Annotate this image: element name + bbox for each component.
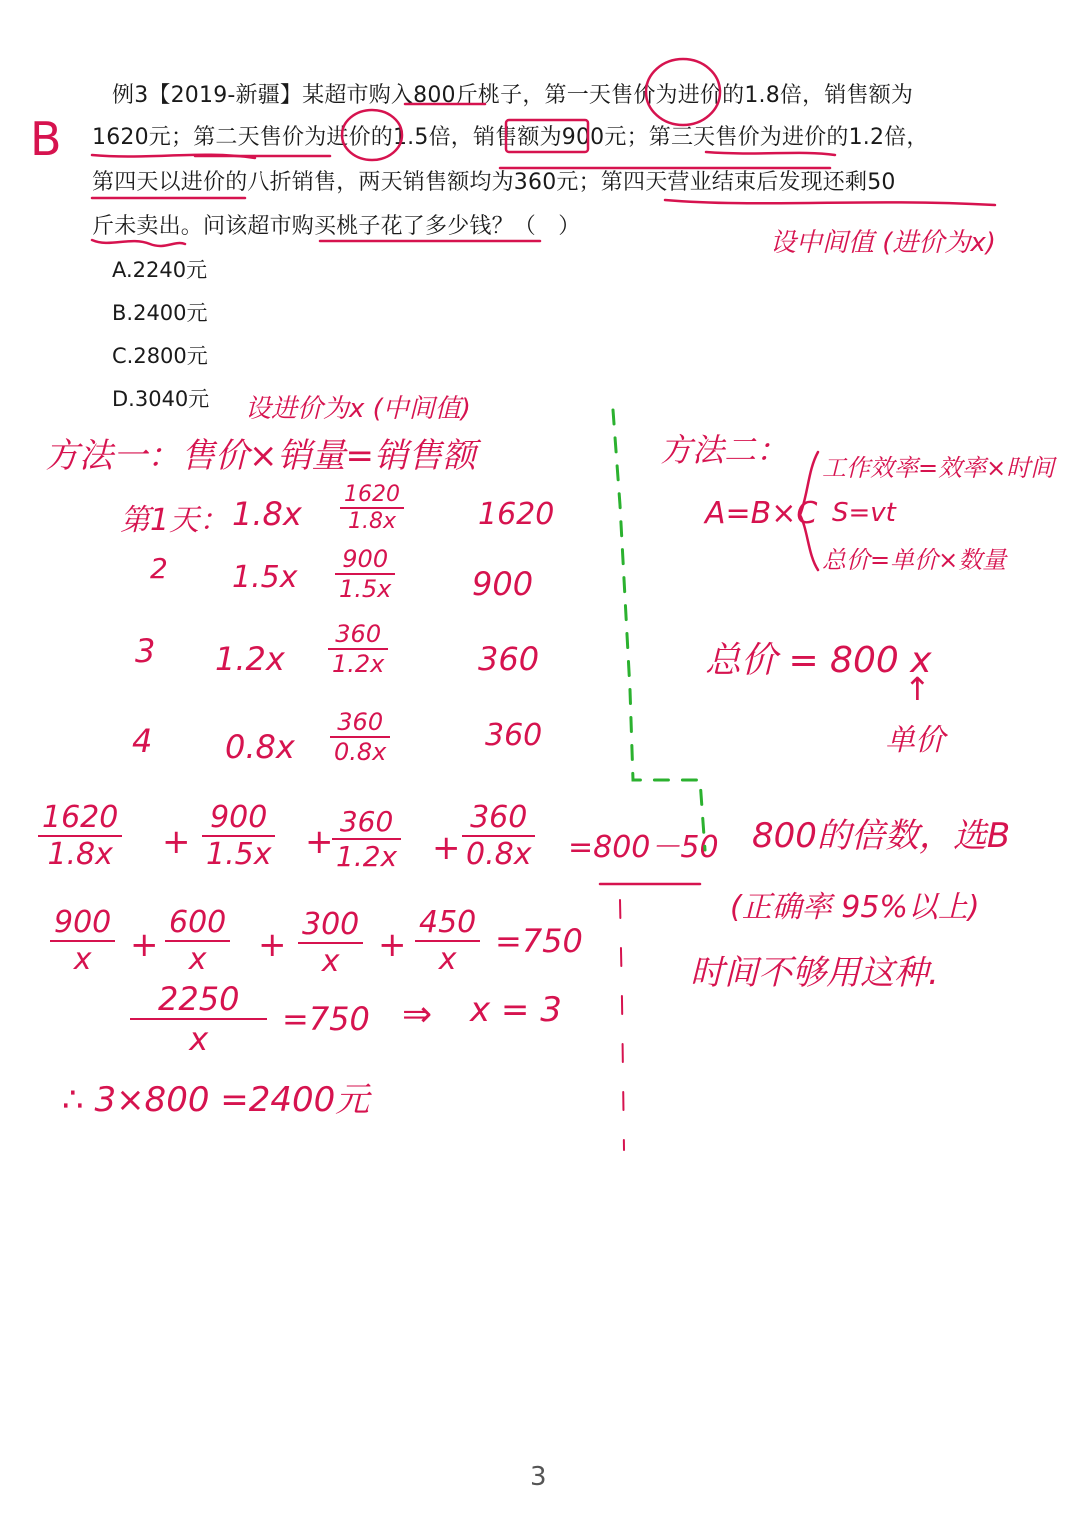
divider-dashed [613, 410, 705, 850]
question-line-1: 例3【2019-新疆】某超市购入800斤桃子，第一天售价为进价的1.8倍，销售额为 [112, 83, 914, 108]
method2-item-1: 工作效率=效率×时间 [822, 454, 1055, 482]
eq1-den-2: 1.5x [206, 837, 272, 872]
method2-title: 方法二： [660, 431, 789, 469]
option-d: D.3040元 [112, 387, 210, 411]
eq2-num-3: 300 [298, 907, 363, 944]
eq1-den-3: 1.2x [336, 840, 398, 873]
eq1-num-2: 900 [202, 800, 275, 837]
eq3-result: x = 3 [470, 990, 562, 1030]
underline-q4-a [92, 240, 185, 246]
eq1-plus-1: + [162, 822, 191, 862]
eq1-den-4: 0.8x [466, 837, 532, 872]
row-4-amount: 360 [485, 718, 543, 753]
multiple-note: 800的倍数，选B [752, 816, 1011, 856]
row-2-price: 1.5x [232, 560, 298, 595]
eq1-den-1: 1.8x [47, 837, 113, 872]
row-2-amount: 900 [472, 565, 534, 603]
row-3-num: 360 [328, 620, 388, 650]
row-1-amount: 1620 [478, 497, 555, 532]
option-a: A.2240元 [112, 258, 208, 282]
conclusion: ∴ 3×800 =2400元 [62, 1080, 370, 1120]
row-3-fraction [328, 620, 388, 678]
row-1-fraction [340, 482, 404, 534]
row-2-num: 900 [335, 545, 395, 575]
eq1-term-1 [38, 800, 122, 872]
eq2-term-2 [165, 905, 230, 977]
page-number: 3 [530, 1462, 547, 1492]
row-2-den: 1.5x [339, 575, 392, 603]
accuracy-note: (正确率 95%以上) [730, 890, 980, 925]
method2-formula: A=B×C [705, 496, 818, 531]
eq1-term-2 [202, 800, 275, 872]
row-3-price: 1.2x [215, 640, 285, 678]
row-4-day: 4 [132, 722, 153, 760]
method1-assumption: 设进价为x (中间值) [245, 394, 471, 424]
eq1-term-3 [332, 805, 401, 873]
eq3-den: x [189, 1020, 209, 1058]
eq2-plus-1: + [130, 925, 159, 965]
row-4-num: 360 [330, 708, 390, 738]
option-c: C.2800元 [112, 344, 208, 368]
eq2-term-3 [298, 907, 363, 979]
question-line-2: 1620元；第二天售价为进价的1.5倍，销售额为900元；第三天售价为进价的1.2倍， [92, 125, 929, 150]
eq1-num-3: 360 [332, 805, 401, 840]
eq2-den-3: x [321, 944, 340, 979]
note-intermediate-value: 设中间值 (进价为x) [770, 228, 996, 258]
total-price: 总价 = 800 x [705, 640, 932, 681]
underline-q2-c [706, 152, 835, 155]
option-b: B.2400元 [112, 301, 208, 325]
eq2-num-2: 600 [165, 905, 230, 942]
eq1-num-1: 1620 [38, 800, 122, 837]
row-3-den: 1.2x [332, 650, 385, 678]
eq2-term-1 [50, 905, 115, 977]
divider-red-dashed [620, 900, 624, 1150]
row-1-day: 第1天： [120, 503, 230, 538]
question-line-3: 第四天以进价的八折销售，两天销售额均为360元；第四天营业结束后发现还剩50 [92, 170, 896, 195]
eq2-rhs: =750 [495, 922, 583, 960]
eq1-num-4: 360 [462, 800, 535, 837]
underline-q2-a [92, 155, 255, 158]
eq3-arrow: ⇒ [402, 994, 433, 1035]
row-4-fraction [330, 708, 390, 766]
eq1-term-4 [462, 800, 535, 872]
eq3-fraction [130, 980, 267, 1058]
row-3-day: 3 [135, 632, 156, 670]
row-1-num: 1620 [340, 482, 404, 509]
eq1-rhs: =800－50 [568, 830, 719, 865]
eq3-rhs: =750 [282, 1000, 370, 1038]
method1-title: 方法一：售价×销量=销售额 [45, 436, 476, 476]
method2-item-2: S=vt [832, 498, 896, 528]
eq2-den-2: x [188, 942, 207, 977]
question-line-4: 斤未卖出。问该超市购买桃子花了多少钱？（ ） [92, 214, 581, 239]
eq1-plus-2: + [305, 822, 334, 862]
eq2-plus-3: + [378, 925, 407, 965]
eq2-num-4: 450 [415, 905, 480, 942]
row-1-price: 1.8x [232, 495, 302, 533]
row-2-day: 2 [150, 552, 168, 585]
unit-arrow: ↑ [904, 670, 931, 708]
eq2-den-4: x [438, 942, 457, 977]
eq3-num: 2250 [130, 980, 267, 1020]
row-3-amount: 360 [478, 640, 540, 678]
time-note: 时间不够用这种. [690, 953, 939, 993]
eq2-den-1: x [73, 942, 92, 977]
row-4-den: 0.8x [334, 738, 387, 766]
row-2-fraction [335, 545, 395, 603]
eq1-plus-3: + [432, 828, 461, 868]
underline-q3-b [665, 200, 995, 205]
eq2-num-1: 900 [50, 905, 115, 942]
answer-mark: B [30, 112, 62, 166]
row-1-den: 1.8x [347, 509, 396, 534]
unit-price-label: 单价 [885, 723, 945, 758]
row-4-price: 0.8x [225, 728, 295, 766]
eq2-plus-2: + [258, 925, 287, 965]
method2-item-3: 总价=单价×数量 [822, 546, 1007, 574]
eq2-term-4 [415, 905, 480, 977]
